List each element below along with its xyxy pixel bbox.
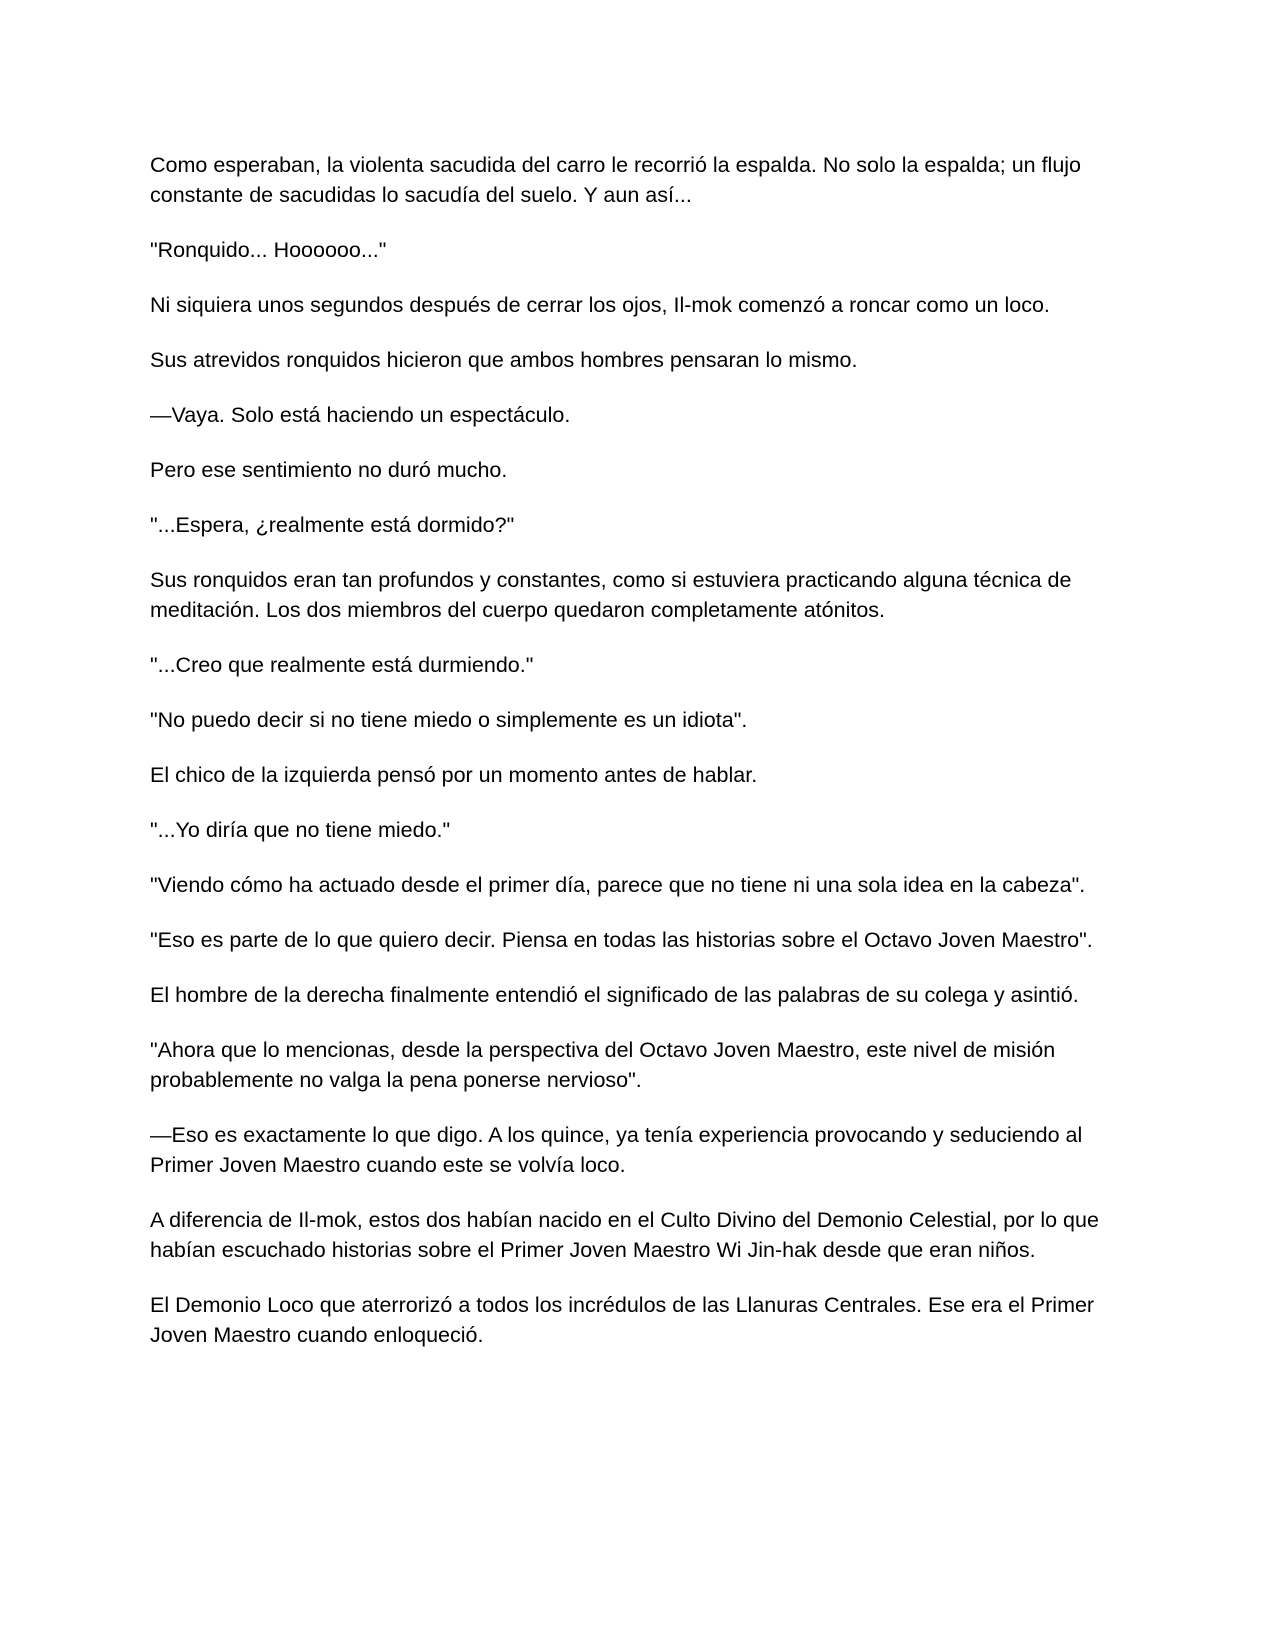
- paragraph-16: "Ahora que lo mencionas, desde la perspectiva del Octavo Joven Maestro, este nivel de misión probablemente no valga la pena ponerse nervioso".: [150, 1038, 1056, 1092]
- paragraph-19: El Demonio Loco que aterrorizó a todos los incrédulos de las Llanuras Centrales. Ese era el Primer Joven Maestro cuando enloqueció.: [150, 1293, 1095, 1347]
- paragraph-8: Sus ronquidos eran tan profundos y constantes, como si estuviera practicando alguna técnica de meditación. Los dos miembros del cuerpo quedaron completamente atónitos.: [150, 568, 1072, 622]
- paragraph-1: Como esperaban, la violenta sacudida del carro le recorrió la espalda. No solo la espalda; un flujo constante de sacudidas lo sacudía del suelo. Y aun así...: [150, 153, 1082, 207]
- paragraph-5: —Vaya. Solo está haciendo un espectáculo.: [150, 403, 571, 427]
- paragraph-11: El chico de la izquierda pensó por un momento antes de hablar.: [150, 763, 758, 787]
- paragraph-12: "...Yo diría que no tiene miedo.": [150, 818, 451, 842]
- paragraph-2: "Ronquido... Hoooooo...": [150, 238, 387, 262]
- paragraph-9: "...Creo que realmente está durmiendo.": [150, 653, 534, 677]
- paragraph-6: Pero ese sentimiento no duró mucho.: [150, 458, 508, 482]
- document-body: [150, 150, 1120, 1375]
- paragraph-7: "...Espera, ¿realmente está dormido?": [150, 513, 515, 537]
- paragraph-4: Sus atrevidos ronquidos hicieron que ambos hombres pensaran lo mismo.: [150, 348, 858, 372]
- paragraph-17: —Eso es exactamente lo que digo. A los quince, ya tenía experiencia provocando y seduciendo al Primer Joven Maestro cuando este se volvía loco.: [150, 1123, 1083, 1177]
- paragraph-15: El hombre de la derecha finalmente entendió el significado de las palabras de su colega y asintió.: [150, 983, 1079, 1007]
- paragraph-14: "Eso es parte de lo que quiero decir. Piensa en todas las historias sobre el Octavo Joven Maestro".: [150, 928, 1093, 952]
- paragraph-3: Ni siquiera unos segundos después de cerrar los ojos, Il-mok comenzó a roncar como un loco.: [150, 293, 1050, 317]
- paragraph-13: "Viendo cómo ha actuado desde el primer día, parece que no tiene ni una sola idea en la cabeza".: [150, 873, 1086, 897]
- paragraph-10: "No puedo decir si no tiene miedo o simplemente es un idiota".: [150, 708, 748, 732]
- paragraph-18: A diferencia de Il-mok, estos dos habían nacido en el Culto Divino del Demonio Celestial, por lo que habían escuchado historias sobre el Primer Joven Maestro Wi Jin-hak desde que eran niños.: [150, 1208, 1099, 1262]
